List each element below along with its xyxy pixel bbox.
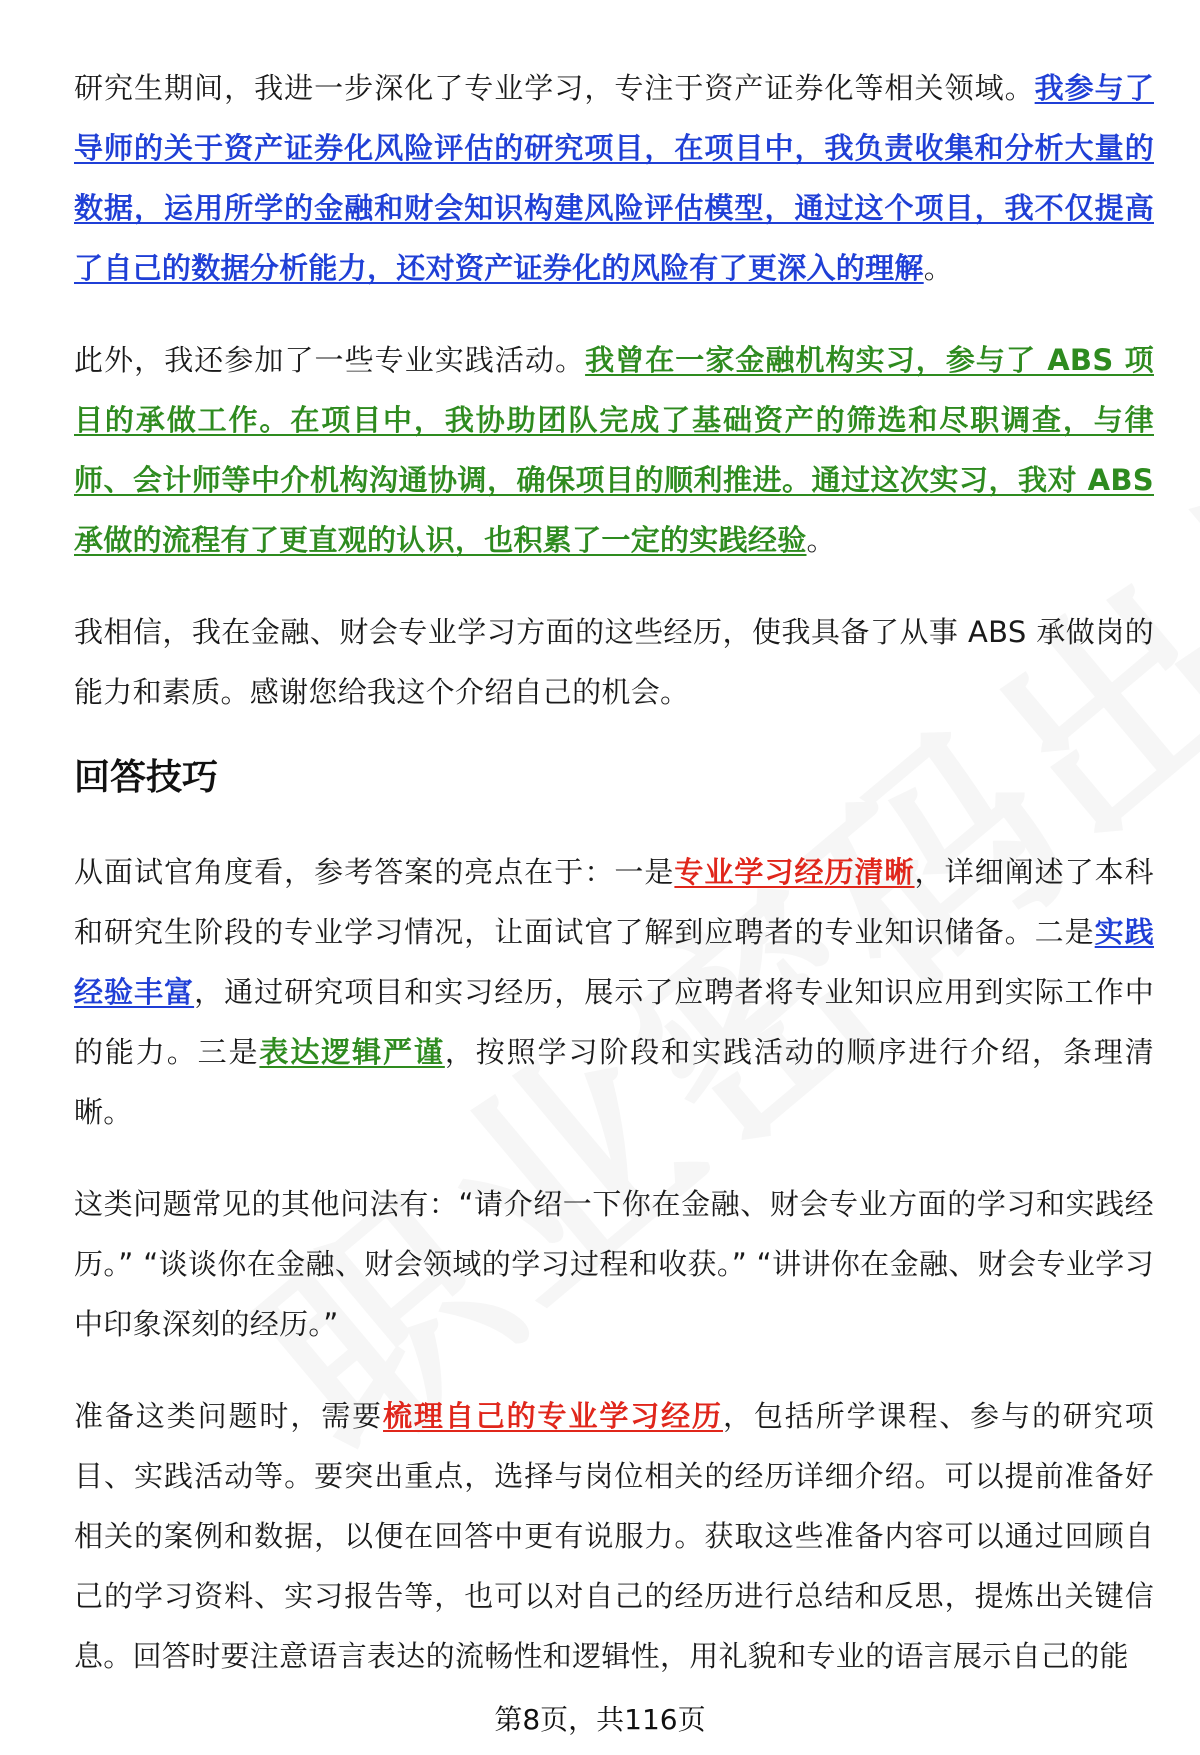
paragraph-text: 这类问题常见的其他问法有：“请介绍一下你在金融、财会专业方面的学习和实践经历。” “谈谈你在金融、财会领域的学习过程和收获。” “讲讲你在金融、财会专业学习中印象深刻的经历。” <box>74 1187 1154 1341</box>
section-title: 回答技巧 <box>74 757 219 798</box>
paragraph-text: 。 <box>923 251 954 285</box>
paragraph-text: 我相信，我在金融、财会专业学习方面的这些经历，使我具备了从事 ABS 承做岗的能力和素质。感谢您给我这个介绍自己的机会。 <box>74 615 1154 709</box>
paragraph-text: 此外，我还参加了一些专业实践活动。 <box>74 343 586 377</box>
highlight-blue: 实践经验丰富 <box>74 915 1154 1009</box>
document-page <box>74 58 1154 1718</box>
paragraph-practice <box>74 330 1154 570</box>
highlight-blue: 我参与了导师的关于资产证券化风险评估的研究项目，在项目中，我负责收集和分析大量的数据，运用所学的金融和财会知识构建风险评估模型，通过这个项目，我不仅提高了自己的数据分析能力，还对资产证券化的风险有了更深入的理解 <box>74 71 1154 285</box>
paragraph-text: 。 <box>806 523 836 557</box>
paragraph-highlights <box>74 842 1154 1142</box>
paragraph-text: 准备这类问题时，需要 <box>74 1399 384 1433</box>
paragraph-alternatives <box>74 1174 1154 1354</box>
highlight-red: 梳理自己的专业学习经历 <box>383 1399 723 1433</box>
paragraph-research <box>74 58 1154 298</box>
paragraph-text: ，通过研究项目和实习经历，展示了应聘者将专业知识应用到实际工作中的能力。三是 <box>74 975 1155 1069</box>
paragraph-conclusion <box>74 602 1154 722</box>
paragraph-text: ，包括所学课程、参与的研究项目、实践活动等。要突出重点，选择与岗位相关的经历详细介绍。可以提前准备好相关的案例和数据，以便在回答中更有说服力。获取这些准备内容可以通过回顾自己的学习资料、实习报告等，也可以对自己的经历进行总结和反思，提炼出关键信息。回答时要注意语言表达的流畅性和逻辑性，用礼貌和专业的语言展示自己的能 <box>74 1399 1154 1673</box>
paragraph-text: ，按照学习阶段和实践活动的顺序进行介绍，条理清晰。 <box>74 1035 1154 1129</box>
highlight-green: 表达逻辑严谨 <box>259 1035 445 1069</box>
highlight-green: 我曾在一家金融机构实习，参与了 ABS 项目的承做工作。在项目中，我协助团队完成了基础资产的筛选和尽职调查，与律师、会计师等中介机构沟通协调，确保项目的顺利推进。通过这次实习，我对 ABS 承做的流程有了更直观的认识，也积累了一定的实践经验 <box>74 343 1154 557</box>
paragraph-preparation <box>74 1386 1154 1686</box>
paragraph-text: 从面试官角度看，参考答案的亮点在于：一是 <box>74 855 675 889</box>
highlight-red: 专业学习经历清晰 <box>674 855 915 889</box>
paragraph-text: ，详细阐述了本科和研究生阶段的专业学习情况，让面试官了解到应聘者的专业知识储备。二是 <box>74 855 1154 949</box>
paragraph-text: 研究生期间，我进一步深化了专业学习，专注于资产证券化等相关领域。 <box>74 71 1035 105</box>
page-footer: 第8页，共116页 <box>494 1703 706 1736</box>
